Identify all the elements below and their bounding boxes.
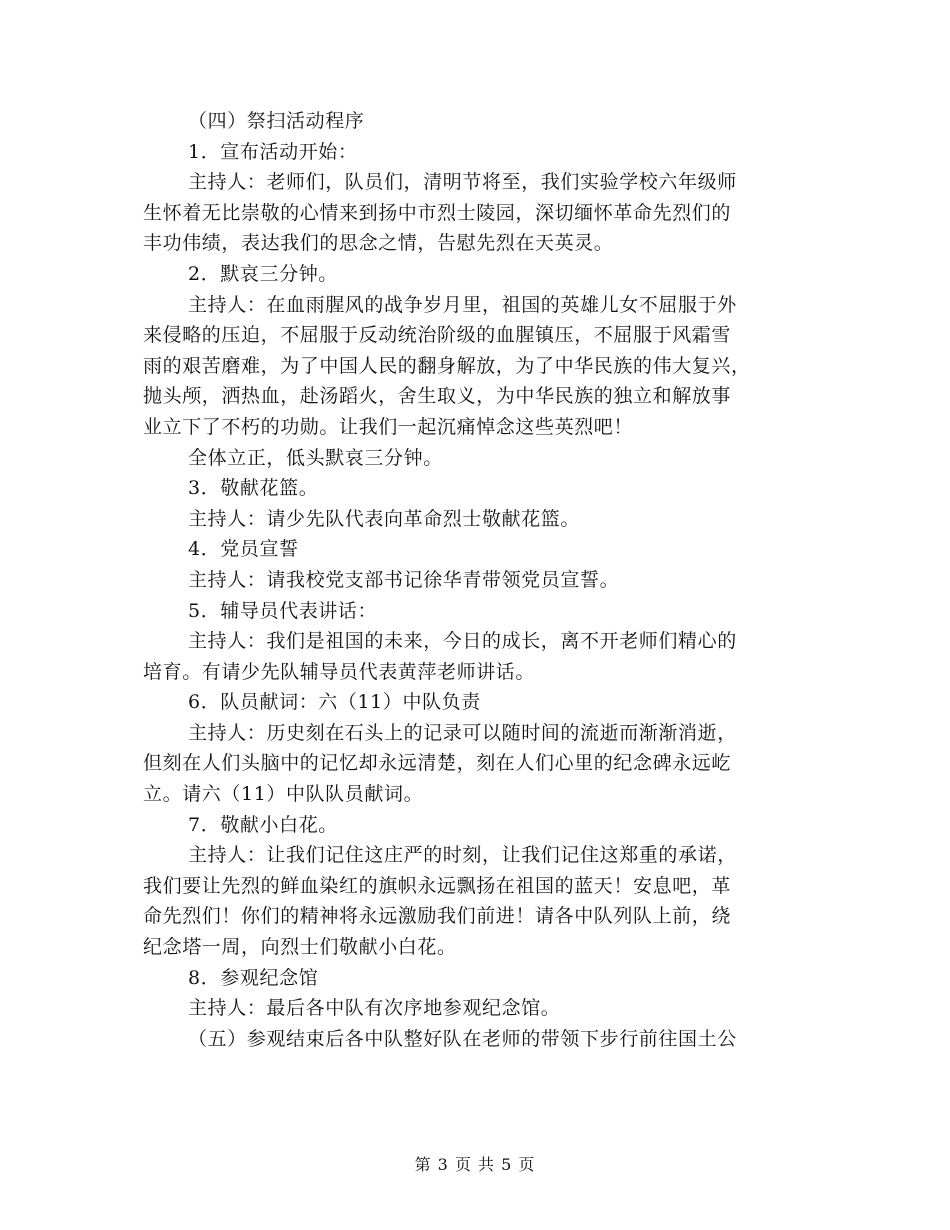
document-line: 主持人：在血雨腥风的战争岁月里，祖国的英雄儿女不屈服于外 <box>188 293 737 316</box>
document-line: 主持人：请少先队代表向革命烈士敬献花篮。 <box>188 507 581 530</box>
document-line: 3．敬献花篮。 <box>188 477 319 500</box>
document-line: 雨的艰苦磨难，为了中国人民的翻身解放，为了中华民族的伟大复兴， <box>143 354 751 377</box>
document-line: 生怀着无比崇敬的心情来到扬中市烈士陵园，深切缅怀革命先烈们的 <box>143 201 732 224</box>
document-line: 但刻在人们头脑中的记忆却永远清楚，刻在人们心里的纪念碑永远屹 <box>143 752 732 775</box>
document-line: 5．辅导员代表讲话： <box>188 599 378 622</box>
document-body <box>143 106 803 1054</box>
document-line: 主持人：最后各中队有次序地参观纪念馆。 <box>188 997 561 1020</box>
document-line: 6．队员献词：六（11）中队负责 <box>188 691 481 714</box>
document-line: 培育。有请少先队辅导员代表黄萍老师讲话。 <box>143 660 536 683</box>
page-footer <box>0 1152 950 1175</box>
document-line: 来侵略的压迫，不屈服于反动统治阶级的血腥镇压，不屈服于风霜雪 <box>143 324 732 347</box>
document-line: 2．默哀三分钟。 <box>188 262 338 285</box>
document-line: 8．参观纪念馆 <box>188 966 319 989</box>
document-line: 我们要让先烈的鲜血染红的旗帜永远飘扬在祖国的蓝天！安息吧，革 <box>143 874 732 897</box>
document-line: 纪念塔一周，向烈士们敬献小白花。 <box>143 936 457 959</box>
document-line: 业立下了不朽的功勋。让我们一起沉痛悼念这些英烈吧！ <box>143 415 634 438</box>
document-line: 7．敬献小白花。 <box>188 813 338 836</box>
document-line: （四）祭扫活动程序 <box>188 110 365 132</box>
document-line: 丰功伟绩，表达我们的思念之情，告慰先烈在天英灵。 <box>143 232 614 255</box>
document-line: 1．宣布活动开始： <box>188 140 358 163</box>
document-line: 立。请六（11）中队队员献词。 <box>143 783 424 806</box>
document-line: 主持人：老师们，队员们，清明节将至，我们实验学校六年级师 <box>188 171 737 194</box>
document-line: 命先烈们！你们的精神将永远激励我们前进！请各中队列队上前，绕 <box>143 905 732 928</box>
document-line: 4．党员宣誓 <box>188 538 299 561</box>
document-line: 全体立正，低头默哀三分钟。 <box>188 446 443 469</box>
document-line: 抛头颅，洒热血，赴汤蹈火，舍生取义，为中华民族的独立和解放事 <box>143 385 732 408</box>
document-line: 主持人：请我校党支部书记徐华青带领党员宣誓。 <box>188 568 620 591</box>
document-line: （五）参观结束后各中队整好队在老师的带领下步行前往国土公 <box>188 1027 737 1050</box>
document-line: 主持人：让我们记住这庄严的时刻，让我们记住这郑重的承诺， <box>188 844 737 867</box>
document-line: 主持人：我们是祖国的未来，今日的成长，离不开老师们精心的 <box>188 630 737 653</box>
page-number-label: 第 3 页 共 5 页 <box>414 1155 536 1174</box>
document-line: 主持人：历史刻在石头上的记录可以随时间的流逝而渐渐消逝， <box>188 721 737 744</box>
